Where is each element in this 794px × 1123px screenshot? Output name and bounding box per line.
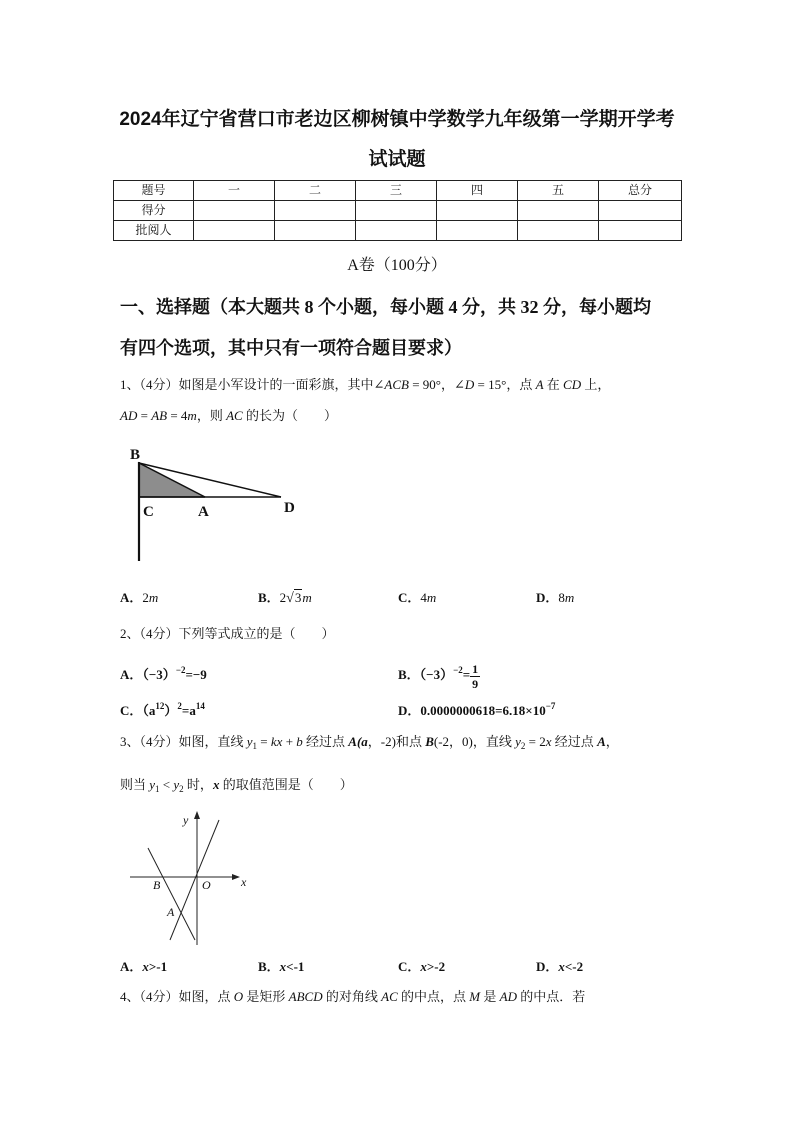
grader-cell — [356, 221, 437, 241]
point-a-label: A — [167, 905, 175, 919]
q3-text: 经过点 — [551, 734, 598, 749]
section-1-heading-line-1: 一、选择题（本大题共 8 个小题，每小题 4 分，共 32 分，每小题均 — [120, 297, 651, 317]
option-variable: x — [558, 959, 565, 974]
q3-math: kx — [270, 734, 283, 749]
fraction-denominator: 9 — [472, 676, 479, 691]
q4-math: M — [469, 989, 481, 1004]
q1-text: 的长为（ ） — [242, 408, 337, 423]
power-base: （−3） — [142, 667, 176, 682]
header-part-3: 三 — [356, 181, 437, 201]
power-base: （a — [142, 703, 156, 718]
header-total: 总分 — [599, 181, 682, 201]
option-label: D． — [536, 959, 559, 974]
q4-math: AC — [381, 989, 398, 1004]
q1-text: = — [137, 408, 152, 423]
q1-text: ，则 — [196, 408, 227, 423]
option-variable: x — [420, 959, 427, 974]
option-label: C． — [398, 959, 421, 974]
power-exponent: 12 — [155, 701, 165, 711]
q1-math: ACB — [384, 377, 409, 392]
option-label: D． — [536, 590, 559, 605]
fraction-numerator: 1 — [472, 661, 479, 676]
option-unit: m — [148, 590, 159, 605]
q1-text: 1、（4分）如图是小军设计的一面彩旗，其中∠ — [120, 377, 385, 392]
q4-text: 4、（4分）如图，点 — [120, 989, 234, 1004]
grader-cell — [437, 221, 518, 241]
q4-text: 是矩形 — [243, 989, 289, 1004]
option-label: B． — [258, 590, 280, 605]
grader-cell — [275, 221, 356, 241]
label-d: D — [284, 500, 295, 516]
option-unit: m — [426, 590, 437, 605]
q1-text: = 4 — [167, 408, 188, 423]
option-label: A． — [120, 959, 143, 974]
fraction — [470, 662, 480, 691]
q3-math: b — [296, 734, 303, 749]
q3-subscript: 1 — [252, 741, 258, 751]
question-1-line-2 — [120, 406, 337, 426]
question-1-line-1 — [120, 375, 610, 395]
power-exponent: 2 — [177, 701, 182, 711]
q1-math: m — [187, 408, 197, 423]
grader-cell — [194, 221, 275, 241]
close-paren: ） — [164, 703, 178, 718]
q3-text: = — [257, 734, 271, 749]
header-part-4: 四 — [437, 181, 518, 201]
q2-option-d — [398, 696, 555, 721]
q1-option-c — [398, 588, 436, 608]
option-unit: m — [564, 590, 575, 605]
q3-option-b — [258, 957, 304, 977]
q3-math: y — [173, 777, 180, 792]
line-y1 — [148, 848, 195, 940]
flag-figure — [120, 440, 320, 565]
exam-title-line-1: 2024年辽宁省营口市老边区柳树镇中学数学九年级第一学期开学考 — [119, 109, 675, 130]
option-label: B． — [398, 667, 420, 682]
header-part-2: 二 — [275, 181, 356, 201]
power-base: （−3） — [419, 667, 454, 682]
power-exponent: 14 — [195, 701, 205, 711]
q1-math: AC — [226, 408, 243, 423]
q1-math: AD — [120, 408, 138, 423]
score-table — [113, 180, 682, 241]
score-cell — [599, 201, 682, 221]
q3-text: 则当 — [120, 777, 150, 792]
q4-math: O — [233, 989, 244, 1004]
equals-sign: = — [462, 667, 471, 682]
q1-math: A — [535, 377, 544, 392]
q3-subscript: 1 — [155, 784, 160, 794]
q1-text: = 90°，∠ — [408, 377, 465, 392]
q4-text: 是 — [480, 989, 500, 1004]
label-c: C — [143, 504, 154, 520]
option-unit: m — [302, 590, 312, 605]
grader-cell — [599, 221, 682, 241]
score-cell — [275, 201, 356, 221]
q3-text: ， — [605, 734, 619, 749]
question-3-line-2 — [120, 775, 353, 799]
q1-option-d — [536, 588, 574, 608]
q3-option-d — [536, 957, 583, 977]
q1-math: CD — [563, 377, 582, 392]
origin-label: O — [202, 878, 211, 892]
coordinate-figure — [120, 805, 260, 950]
grader-row — [114, 221, 682, 241]
question-2-line-1: 2、（4分）下列等式成立的是（ ） — [120, 626, 335, 641]
header-question-number: 题号 — [114, 181, 194, 201]
option-text: 0.0000000618=6.18×10 — [420, 703, 546, 718]
grader-row-label: 批阅人 — [114, 221, 194, 241]
q3-text: 3、（4分）如图，直线 — [120, 734, 247, 749]
option-rest: >-2 — [426, 959, 446, 974]
score-cell — [194, 201, 275, 221]
score-row-label: 得分 — [114, 201, 194, 221]
q3-point: A — [597, 734, 606, 749]
option-value: 8 — [558, 590, 565, 605]
q3-text: = 2 — [525, 734, 546, 749]
option-rest: <-1 — [286, 959, 305, 974]
q1-text: 在 — [543, 377, 564, 392]
label-b: B — [130, 447, 141, 463]
score-cell — [518, 201, 599, 221]
y-axis-label: y — [183, 813, 189, 827]
q3-subscript: 2 — [520, 741, 526, 751]
power-exponent: −2 — [453, 665, 463, 675]
q3-text: 经过点 — [302, 734, 349, 749]
q4-text: 的中点，点 — [397, 989, 470, 1004]
score-table-header-row — [114, 181, 682, 201]
option-rest: =a — [181, 703, 196, 718]
radicand: 3 — [294, 590, 302, 605]
q3-math: x — [212, 777, 220, 792]
label-a: A — [198, 504, 209, 520]
power-exponent: −7 — [545, 701, 556, 711]
q2-option-b — [398, 654, 480, 691]
option-rest: >-1 — [148, 959, 168, 974]
q2-option-a — [120, 654, 207, 686]
grader-cell — [518, 221, 599, 241]
y-axis-arrow — [194, 811, 200, 819]
radical-sign: √ — [286, 591, 294, 606]
shaded-triangle-bca — [139, 463, 205, 497]
option-value: 2 — [279, 590, 287, 605]
option-rest: <-2 — [564, 959, 584, 974]
q3-text: 的取值范围是（ ） — [219, 777, 353, 792]
q4-math: AD — [499, 989, 517, 1004]
q3-point: B — [425, 734, 434, 749]
option-value: 2 — [142, 590, 149, 605]
paper-part-heading: A卷（100分） — [347, 257, 447, 274]
option-value: 4 — [420, 590, 427, 605]
option-label: D． — [398, 703, 421, 718]
question-3-line-1 — [120, 732, 619, 756]
option-label: C． — [120, 703, 143, 718]
option-label: A． — [120, 590, 143, 605]
q1-math: AB — [151, 408, 168, 423]
option-label: B． — [258, 959, 280, 974]
q3-text: < — [159, 777, 174, 792]
q3-point: A(a — [348, 734, 368, 749]
q1-option-a — [120, 588, 158, 608]
q1-text: = 15°，点 — [474, 377, 536, 392]
x-axis-label: x — [241, 875, 247, 889]
q3-math: y — [149, 777, 156, 792]
header-part-5: 五 — [518, 181, 599, 201]
option-rest: =−9 — [185, 667, 207, 682]
power-exponent: −2 — [175, 665, 186, 675]
line-y2 — [170, 820, 219, 940]
option-label: A． — [120, 667, 143, 682]
q1-text: 上， — [581, 377, 611, 392]
q3-text: (-2，0)，直线 — [433, 734, 516, 749]
q3-math: x — [545, 734, 552, 749]
q3-math: y — [246, 734, 253, 749]
section-1-heading-line-2: 有四个选项，其中只有一项符合题目要求） — [120, 338, 462, 358]
exam-title-line-2: 试试题 — [368, 149, 426, 170]
option-variable: x — [279, 959, 287, 974]
q3-text: + — [282, 734, 297, 749]
point-b-label: B — [153, 878, 161, 892]
q4-text: 的对角线 — [322, 989, 382, 1004]
option-label: C． — [398, 590, 421, 605]
score-cell — [437, 201, 518, 221]
option-variable: x — [142, 959, 149, 974]
score-row — [114, 201, 682, 221]
q4-math: ABCD — [288, 989, 323, 1004]
q3-text: 时， — [183, 777, 213, 792]
q1-math: D — [464, 377, 475, 392]
question-4-line-1 — [120, 987, 585, 1007]
q4-text: 的中点．若 — [516, 989, 586, 1004]
q3-option-c — [398, 957, 445, 977]
q2-option-c — [120, 696, 205, 721]
q1-option-b — [258, 588, 312, 609]
x-axis-arrow — [232, 874, 240, 880]
score-cell — [356, 201, 437, 221]
q3-text: ，-2)和点 — [367, 734, 426, 749]
header-part-1: 一 — [194, 181, 275, 201]
q3-subscript: 2 — [179, 784, 184, 794]
q3-option-a — [120, 957, 167, 977]
q3-math: y — [515, 734, 521, 749]
